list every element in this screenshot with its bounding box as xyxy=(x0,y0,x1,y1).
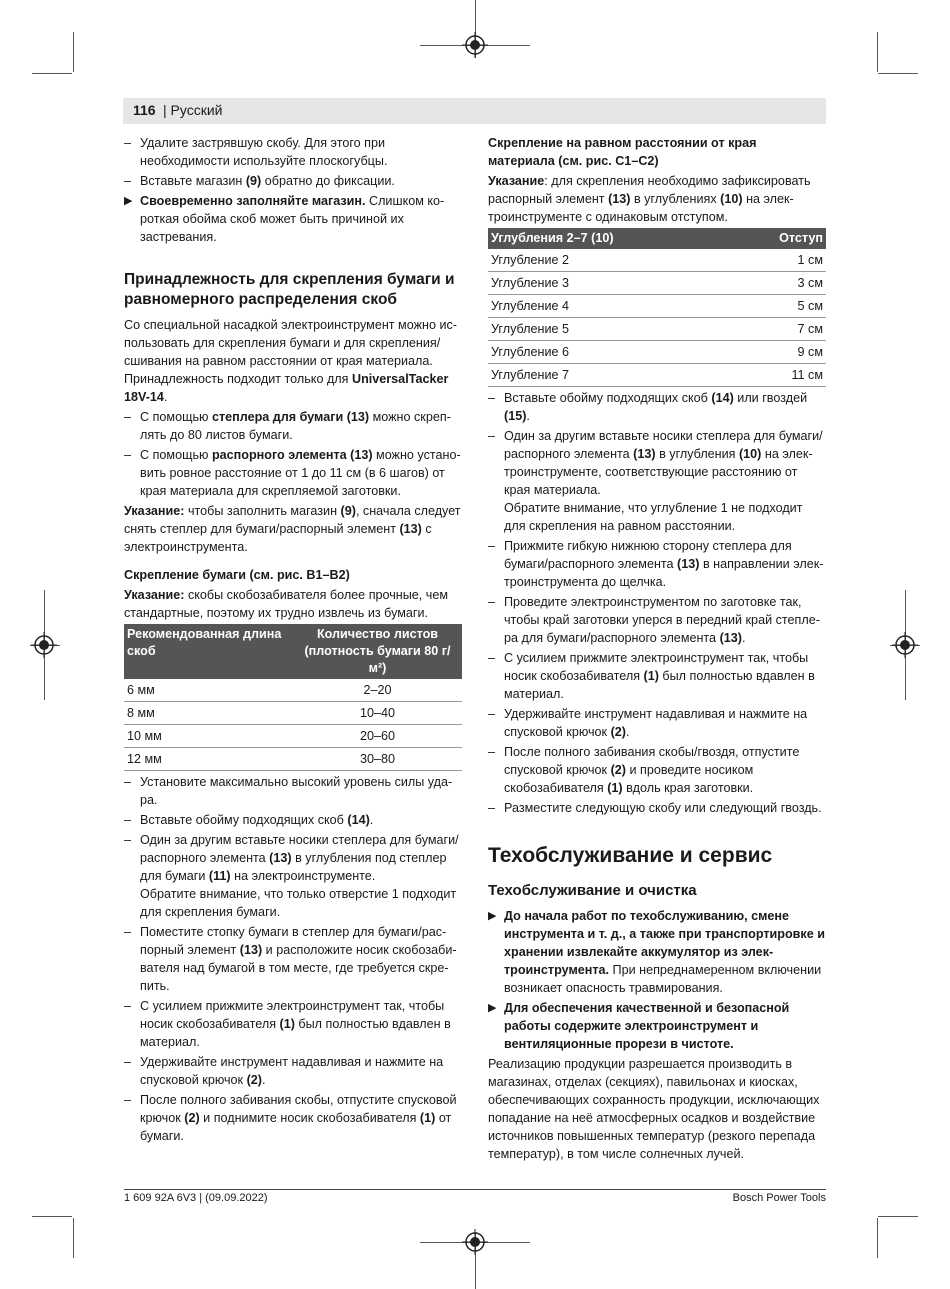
page-number: 116 xyxy=(133,102,156,118)
staple-length-table xyxy=(124,624,462,771)
warning-triangle-icon: ▶ xyxy=(488,1002,497,1014)
crop-mark xyxy=(877,1218,878,1258)
table-row: Углубление 2 1 см xyxy=(488,249,826,272)
list-item: – Поместите стопку бумаги в степлер для бумаги/распорный элемент (13) и расположите носик скобозабивателя над бумагой в том месте, где требуется скрепить. xyxy=(124,925,457,993)
table-header: Отступ xyxy=(731,228,826,249)
crop-mark xyxy=(878,1216,918,1217)
table-row: 10 мм 20–60 xyxy=(124,725,462,748)
list-item: – Один за другим вставьте носики степлера для бумаги/распорного элемента (13) в углубления (10) на электроинструменте, соответствующие расстоянию от края материала. Обратите внимание, что углубление 1 не подходит для скрепления на равном расстоянии. xyxy=(488,429,823,533)
footer-brand: Bosch Power Tools xyxy=(732,1192,826,1204)
list-item: – Один за другим вставьте носики степлера для бумаги/распорного элемента (13) в углубления под степлер для бумаги (11) на электроинструменте. Обратите внимание, что только отверстие 1 подходит для скрепления бумаги. xyxy=(124,833,459,919)
closing-paragraph: Реализацию продукции разрешается производить в магазинах, отделах (секциях), павильонах и киосках, обеспечивающих сохранность продукции, исключающих попадание на неё атмосферных осадков и воздействие источников повышенных температур (резкого перепада температур), в том числе солнечных лучей. xyxy=(488,1057,820,1161)
table-row: Углубление 7 11 см xyxy=(488,364,826,387)
list-item: – С усилием прижмите электроинструмент так, чтобы носик скобозабивателя (1) был полностью вдавлен в материал. xyxy=(124,999,451,1049)
table-row: Углубление 4 5 см xyxy=(488,295,826,318)
subsection-title: Скрепление на равном расстоянии от края материала (см. рис. C1–C2) xyxy=(488,136,757,168)
warning-item: ▶ Своевременно заполняйте магазин. Слишком короткая обойма скоб может быть причиной их застревания. xyxy=(124,194,445,244)
crop-mark xyxy=(32,1216,72,1217)
note: Указание: для скрепления необходимо зафиксировать распорный элемент (13) в углублениях (10) на электроинструменте с одинаковым отступом. xyxy=(488,174,811,224)
warning-item: ▶ Для обеспечения качественной и безопасной работы содержите электроинструмент и вентиляционные прорези в чистоте. xyxy=(488,1001,790,1051)
table-row: Углубление 3 3 см xyxy=(488,272,826,295)
list-item: – Удалите застрявшую скобу. Для этого при необходимости используйте плоскогубцы. xyxy=(124,136,388,168)
crop-mark xyxy=(73,1218,74,1258)
crop-mark xyxy=(73,32,74,72)
right-column xyxy=(488,134,826,1165)
list-item: – Разместите следующую скобу или следующий гвоздь. xyxy=(488,801,822,815)
registration-mark-icon xyxy=(892,632,918,658)
list-item: – Прижмите гибкую нижнюю сторону степлера для бумаги/распорного элемента (13) в направлении электроинструмента до щелчка. xyxy=(488,539,824,589)
recess-table xyxy=(488,228,826,387)
list-item: – После полного забивания скобы/гвоздя, отпустите спусковой крючок (2) и проведите носиком скобозабивателя (1) вдоль края заготовки. xyxy=(488,745,800,795)
table-row: Углубление 6 9 см xyxy=(488,341,826,364)
table-row: 6 мм 2–20 xyxy=(124,679,462,702)
section-title: Принадлежность для скрепления бумаги и равномерного распределения скоб xyxy=(124,271,455,308)
warning-item: ▶ До начала работ по техобслуживанию, смене инструмента и т. д., а также при транспортировке и хранении извлекайте аккумулятор из электроинструмента. При непреднамеренном включении возникает опасность травмирования. xyxy=(488,909,825,995)
header-language: | Русский xyxy=(163,102,223,118)
list-item: – С усилием прижмите электроинструмент так, чтобы носик скобозабивателя (1) был полностью вдавлен в материал. xyxy=(488,651,815,701)
footer-doc-id: 1 609 92A 6V3 | (09.09.2022) xyxy=(124,1192,268,1204)
list-item: – Удерживайте инструмент надавливая и нажмите на спусковой крючок (2). xyxy=(488,707,808,739)
table-row: Углубление 5 7 см xyxy=(488,318,826,341)
list-item: – Проведите электроинструментом по заготовке так, чтобы край заготовки уперся в передний край степлера для бумаги/распорного элемента (13). xyxy=(488,595,820,645)
list-item: – Вставьте обойму подходящих скоб (14) или гвоздей (15). xyxy=(488,391,808,423)
crop-mark xyxy=(878,73,918,74)
list-item: – Вставьте магазин (9) обратно до фиксации. xyxy=(124,174,395,188)
table-header: Рекомендованная длина скоб xyxy=(124,624,293,679)
registration-mark-icon xyxy=(31,632,57,658)
list-item: – С помощью распорного элемента (13) можно установить ровное расстояние от 1 до 11 см (в 6 шагов) от края материала для скрепляемой заготовки. xyxy=(124,448,461,498)
registration-mark-icon xyxy=(462,1229,488,1255)
section-paragraph: Со специальной насадкой электроинструмент можно использовать для скрепления бумаги и для скрепления/сшивания на равном расстоянии от края материала. Принадлежность подходит только для UniversalTacker 18V-14. xyxy=(124,318,457,404)
list-item: – Вставьте обойму подходящих скоб (14). xyxy=(124,813,374,827)
list-item: – Удерживайте инструмент надавливая и нажмите на спусковой крючок (2). xyxy=(124,1055,444,1087)
list-item: – Установите максимально высокий уровень силы удара. xyxy=(124,775,453,807)
note: Указание: скобы скобозабивателя более прочные, чем стандартные, поэтому их трудно извлечь из бумаги. xyxy=(124,588,449,620)
table-row: 8 мм 10–40 xyxy=(124,702,462,725)
note: Указание: чтобы заполнить магазин (9), сначала следует снять степлер для бумаги/распорный элемент (13) с электроинструмента. xyxy=(124,504,461,554)
section-title: Техобслуживание и очистка xyxy=(488,882,697,899)
list-item: – После полного забивания скобы, отпустите спусковой крючок (2) и поднимите носик скобозабивателя (1) от бумаги. xyxy=(124,1093,457,1143)
crop-mark xyxy=(32,73,72,74)
table-header: Углубления 2–7 (10) xyxy=(488,228,731,249)
left-column xyxy=(124,134,462,1147)
main-section-title: Техобслуживание и сервис xyxy=(488,844,773,867)
crop-mark xyxy=(877,32,878,72)
footer-divider xyxy=(124,1189,826,1190)
page-header xyxy=(123,98,826,124)
list-item: – С помощью степлера для бумаги (13) можно скреплять до 80 листов бумаги. xyxy=(124,410,451,442)
subsection-title: Скрепление бумаги (см. рис. B1–B2) xyxy=(124,568,350,582)
warning-triangle-icon: ▶ xyxy=(488,910,497,922)
warning-triangle-icon: ▶ xyxy=(124,195,133,207)
registration-mark-icon xyxy=(462,32,488,58)
table-header: Количество листов (плотность бумаги 80 г/м²) xyxy=(293,624,462,679)
table-row: 12 мм 30–80 xyxy=(124,748,462,771)
